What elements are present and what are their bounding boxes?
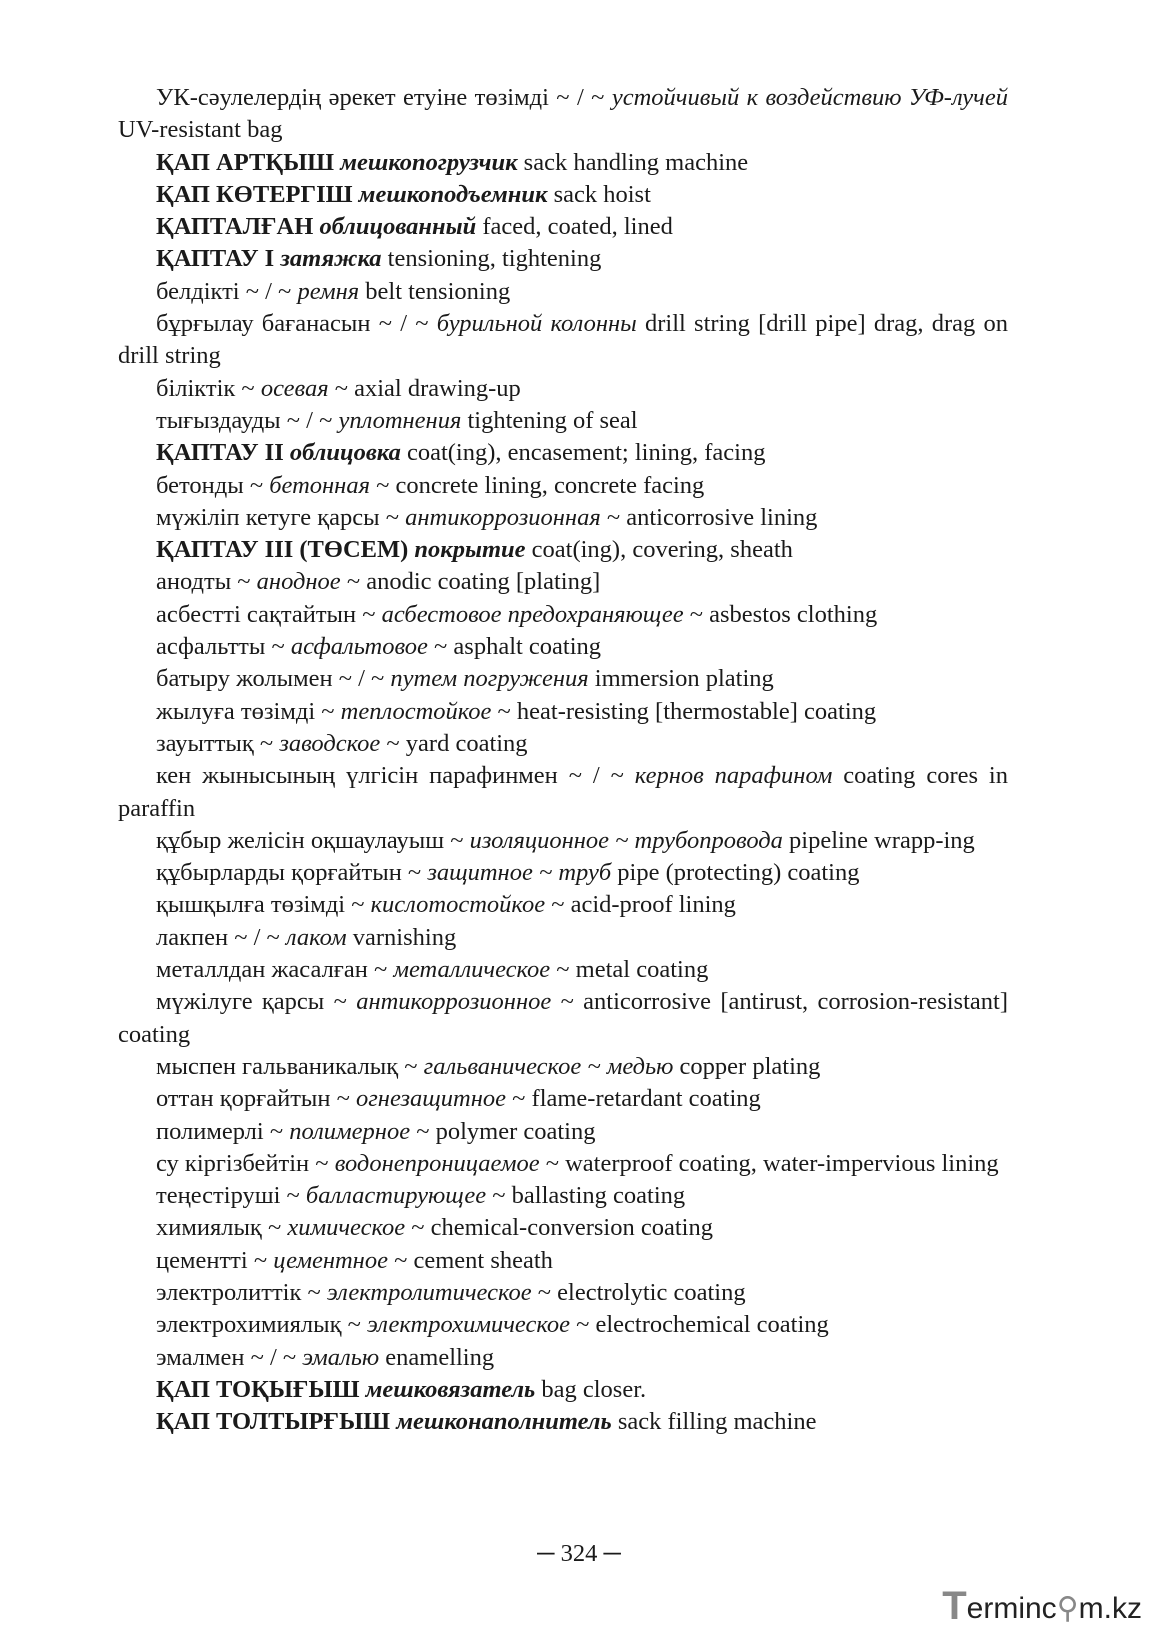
russian-term: балластирующее <box>305 1182 487 1210</box>
russian-term: кислотостойкое <box>370 891 546 919</box>
russian-term: ремня <box>297 277 360 305</box>
magnifier-icon: ⚲ <box>1056 1592 1079 1625</box>
subentry <box>118 922 1008 954</box>
russian-term: огнезащитное <box>355 1085 507 1113</box>
english-term: sack filling machine <box>611 1408 817 1436</box>
english-term: ~ metal coating <box>550 956 709 984</box>
english-term: ~ chemical-conversion coating <box>405 1214 713 1242</box>
headword-entry <box>118 243 1008 275</box>
english-term: varnishing <box>346 923 457 951</box>
russian-headword: мешкопогрузчик <box>340 148 518 176</box>
subentry <box>118 470 1008 502</box>
kazakh-term: лакпен ~ / ~ <box>156 923 286 951</box>
russian-term: лаком <box>285 923 347 951</box>
subentry <box>118 405 1008 437</box>
russian-term: металлическое <box>393 956 551 984</box>
kazakh-term: батыру жолымен ~ / ~ <box>156 665 391 693</box>
russian-headword: мешковязатель <box>365 1375 536 1403</box>
subentry <box>118 1309 1008 1341</box>
subentry <box>118 889 1008 921</box>
english-term: faced, coated, lined <box>476 213 673 241</box>
english-term: coating cores in paraffin <box>118 762 1008 822</box>
russian-headword: облицованный <box>319 213 477 241</box>
subentry <box>118 696 1008 728</box>
headword-entry <box>118 1406 1008 1438</box>
russian-term: осевая <box>260 374 329 402</box>
termincom-logo <box>942 1582 1142 1626</box>
kazakh-headword: ҚАП АРТҚЫШ <box>156 148 341 176</box>
russian-term: асбестовое предохраняющее <box>381 600 684 628</box>
subentry <box>118 566 1008 598</box>
russian-term: путем погружения <box>390 665 589 693</box>
subentry <box>118 1277 1008 1309</box>
subentry <box>118 373 1008 405</box>
subentry <box>118 631 1008 663</box>
headword-entry <box>118 437 1008 469</box>
english-term: ~ axial drawing-up <box>328 374 521 402</box>
subentry <box>118 760 1008 825</box>
english-term: ~ concrete lining, concrete facing <box>369 471 705 499</box>
kazakh-term: цементті ~ <box>156 1246 274 1274</box>
russian-headword: мешконаполнитель <box>396 1408 612 1436</box>
kazakh-term: тығыздауды ~ / ~ <box>156 406 339 434</box>
russian-term: эмалью <box>302 1343 380 1371</box>
english-term: ~ heat-resisting [thermostable] coating <box>491 697 877 725</box>
russian-term: бетонная <box>269 471 370 499</box>
kazakh-term: анодты ~ <box>156 568 257 596</box>
english-term: ~ electrolytic coating <box>531 1278 746 1306</box>
subentry <box>118 1051 1008 1083</box>
kazakh-term: асбестті сақтайтын ~ <box>156 600 382 628</box>
english-term: pipeline wrapp-ing <box>782 826 975 854</box>
logo-text: erminc <box>966 1592 1057 1625</box>
english-term: pipe (protecting) coating <box>611 859 860 887</box>
kazakh-headword: ҚАП КӨТЕРГІШ <box>156 180 359 208</box>
subentry <box>118 954 1008 986</box>
english-term: ~ cement sheath <box>387 1246 553 1274</box>
subentry <box>118 1180 1008 1212</box>
kazakh-term: жылуға төзімді ~ <box>156 697 341 725</box>
russian-term: устойчивый к воздействию УФ-лучей <box>611 84 1008 111</box>
subentry <box>118 1116 1008 1148</box>
english-term: ~ flame-retardant coating <box>506 1085 761 1113</box>
russian-term: заводское <box>279 729 381 757</box>
english-term: coat(ing), covering, sheath <box>525 536 793 564</box>
english-term: immersion plating <box>588 665 774 693</box>
kazakh-term: белдікті ~ / ~ <box>156 277 298 305</box>
russian-term: асфальтовое <box>290 633 428 661</box>
subentry <box>118 663 1008 695</box>
kazakh-term: қышқылға төзімді ~ <box>156 891 371 919</box>
kazakh-headword: ҚАПТАЛҒАН <box>156 213 320 241</box>
kazakh-term: құбырларды қорғайтын ~ <box>156 859 428 887</box>
logo-domain: m.kz <box>1078 1592 1142 1625</box>
kazakh-term: зауыттық ~ <box>156 729 280 757</box>
russian-term: цементное <box>273 1246 388 1274</box>
headword-entry <box>118 534 1008 566</box>
kazakh-headword: ҚАПТАУ II <box>156 439 290 467</box>
kazakh-term: металлдан жасалған ~ <box>156 956 394 984</box>
kazakh-term: оттан қорғайтын ~ <box>156 1085 356 1113</box>
russian-term: электрохимическое <box>367 1311 570 1339</box>
headword-entry <box>118 1374 1008 1406</box>
english-term: bag closer. <box>535 1375 647 1403</box>
kazakh-term: бұрғылау бағанасын ~ / ~ <box>156 310 437 338</box>
russian-term: изоляционное ~ трубопровода <box>469 826 783 854</box>
english-term: ~ asbestos clothing <box>683 600 878 628</box>
subentry <box>118 599 1008 631</box>
russian-term: теплостойкое <box>340 697 492 725</box>
subentry <box>118 1148 1008 1180</box>
kazakh-term: эмалмен ~ / ~ <box>156 1343 303 1371</box>
kazakh-term: бетонды ~ <box>156 471 270 499</box>
kazakh-term: асфальтты ~ <box>156 633 291 661</box>
english-term: ~ acid-proof lining <box>545 891 736 919</box>
russian-term: электролитическое <box>326 1278 532 1306</box>
kazakh-term: мыспен гальваникалық ~ <box>156 1052 424 1080</box>
headword-entry <box>118 179 1008 211</box>
kazakh-term: электролиттік ~ <box>156 1278 327 1306</box>
headword-entry <box>118 147 1008 179</box>
english-term: sack handling machine <box>517 148 749 176</box>
kazakh-term: құбыр желісін оқшаулауыш ~ <box>156 826 470 854</box>
english-term: copper plating <box>673 1052 821 1080</box>
kazakh-term: кен жынысының үлгісін парафинмен ~ / ~ <box>156 762 635 790</box>
english-term: ~ polymer coating <box>410 1117 596 1145</box>
english-term: ~ ballasting coating <box>486 1182 686 1210</box>
russian-term: анодное <box>256 568 341 596</box>
russian-term: бурильной колонны <box>436 310 637 338</box>
kazakh-term: электрохимиялық ~ <box>156 1311 367 1339</box>
kazakh-term: химиялық ~ <box>156 1214 288 1242</box>
kazakh-term: біліктік ~ <box>156 374 261 402</box>
russian-term: водонепроницаемое <box>334 1149 540 1177</box>
english-term: UV-resistant bag <box>118 116 283 144</box>
russian-term: химическое <box>287 1214 406 1242</box>
kazakh-term: УК-сәулелердің әрекет етуіне төзімді ~ / ~ <box>156 84 612 111</box>
english-term: ~ waterproof coating, water-impervious lining <box>539 1149 999 1177</box>
logo-letter-t: T <box>942 1584 967 1628</box>
english-term: ~ anticorrosive lining <box>600 503 818 531</box>
english-term: tightening of seal <box>461 406 638 434</box>
subentry <box>118 82 1008 147</box>
russian-term: защитное ~ труб <box>427 859 612 887</box>
english-term: drill string [drill pipe] drag, drag on drill string <box>118 310 1009 370</box>
subentry <box>118 825 1008 857</box>
english-term: tensioning, tightening <box>381 245 602 273</box>
kazakh-term: мүжілуге қарсы ~ <box>156 988 357 1016</box>
kazakh-headword: ҚАПТАУ III (ТӨСЕМ) <box>156 536 415 564</box>
russian-term: уплотнения <box>338 406 462 434</box>
english-term: belt tensioning <box>359 277 511 305</box>
subentry <box>118 1083 1008 1115</box>
kazakh-headword: ҚАПТАУ I <box>156 245 281 273</box>
english-term: ~ anodic coating [plating] <box>340 568 601 596</box>
subentry <box>118 857 1008 889</box>
russian-term: кернов парафином <box>634 762 833 790</box>
kazakh-term: теңестіруші ~ <box>156 1182 306 1210</box>
english-term: enamelling <box>379 1343 495 1371</box>
subentry <box>118 1342 1008 1374</box>
subentry <box>118 1245 1008 1277</box>
subentry <box>118 276 1008 308</box>
kazakh-term: мүжіліп кетуге қарсы ~ <box>156 503 406 531</box>
russian-headword: затяжка <box>280 245 382 273</box>
russian-term: антикоррозионное <box>356 988 552 1016</box>
dictionary-page <box>118 82 1008 1438</box>
kazakh-headword: ҚАП ТОҚЫҒЫШ <box>156 1375 366 1403</box>
russian-term: полимерное <box>289 1117 411 1145</box>
english-term: ~ anticorrosive [antirust, corrosion-resistant] coating <box>118 988 1008 1048</box>
subentry <box>118 502 1008 534</box>
english-term: coat(ing), encasement; lining, facing <box>400 439 766 467</box>
english-term: ~ electrochemical coating <box>569 1311 829 1339</box>
russian-term: гальваническое ~ медью <box>423 1052 674 1080</box>
subentry <box>118 308 1008 373</box>
page-number: ─ 324 ─ <box>537 1540 621 1567</box>
russian-headword: мешкоподъемник <box>358 180 548 208</box>
russian-headword: покрытие <box>414 536 526 564</box>
kazakh-term: полимерлі ~ <box>156 1117 290 1145</box>
subentry <box>118 728 1008 760</box>
english-term: sack hoist <box>547 180 651 208</box>
english-term: ~ asphalt coating <box>427 633 602 661</box>
kazakh-headword: ҚАП ТОЛТЫРҒЫШ <box>156 1408 397 1436</box>
subentry <box>118 1212 1008 1244</box>
russian-headword: облицовка <box>289 439 401 467</box>
kazakh-term: су кіргізбейтін ~ <box>156 1149 335 1177</box>
headword-entry <box>118 211 1008 243</box>
english-term: ~ yard coating <box>380 729 528 757</box>
subentry <box>118 986 1008 1051</box>
russian-term: антикоррозионная <box>405 503 601 531</box>
